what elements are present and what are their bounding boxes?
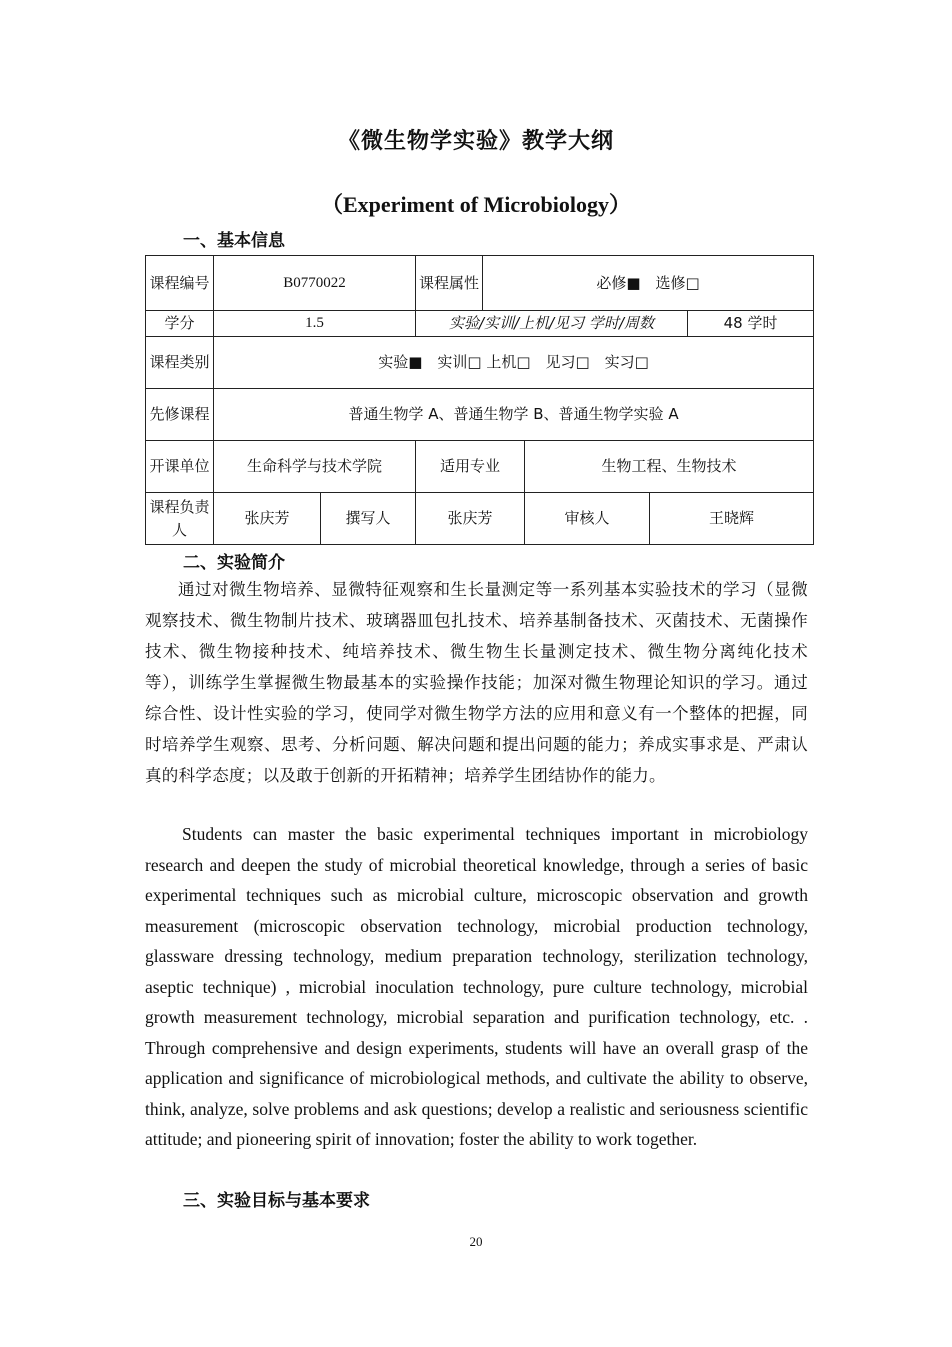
credit-value: 1.5 bbox=[214, 311, 416, 337]
course-attr-label: 课程属性 bbox=[416, 256, 483, 311]
prereq-label: 先修课程 bbox=[146, 389, 214, 441]
table-row bbox=[146, 441, 814, 493]
hours-label: 实验/实训/上机/见习 学时/周数 bbox=[416, 311, 688, 337]
section-heading-intro: 二、实验简介 bbox=[183, 553, 285, 573]
section-heading-goals: 三、实验目标与基本要求 bbox=[183, 1191, 370, 1211]
course-attr-value: 必修■ 选修□ bbox=[483, 256, 814, 311]
prereq-value: 普通生物学 A、普通生物学 B、普通生物学实验 A bbox=[214, 389, 814, 441]
dept-label: 开课单位 bbox=[146, 441, 214, 493]
dept-value: 生命科学与技术学院 bbox=[214, 441, 416, 493]
intro-paragraph-en: Students can master the basic experimental techniques important in microbiology research and deepen the study of microbial theoretical knowledge, through a series of basic experimental techniques such as microbial culture, microscopic observation and growth measurement (microscopic observation technology, microbial production technology, glassware dressing technology, medium preparation technology, sterilization technology, aseptic technique) , microbial inoculation technology, pure culture technology, microbial growth measurement technology, microbial separation and purification technology, etc. . Through comprehensive and design experiments, students will have an overall grasp of the application and significance of microbiological methods, and cultivate the ability to observe, think, analyze, solve problems and ask questions; develop a realistic and seriousness scientific attitude; and pioneering spirit of innovation; foster the ability to work together. bbox=[145, 824, 808, 1149]
major-label: 适用专业 bbox=[416, 441, 525, 493]
course-code-value: B0770022 bbox=[214, 256, 416, 311]
table-row bbox=[146, 311, 814, 337]
owner-value: 张庆芳 bbox=[214, 493, 321, 545]
table-row bbox=[146, 493, 814, 545]
table-row bbox=[146, 256, 814, 311]
intro-paragraph-zh: 通过对微生物培养、显微特征观察和生长量测定等一系列基本实验技术的学习（显微观察技术、微生物制片技术、玻璃器皿包扎技术、培养基制备技术、灭菌技术、无菌操作技术、微生物接种技术、纯培养技术、微生物生长量测定技术、微生物分离纯化技术等），训练学生掌握微生物最基本的实验操作技能；加深对微生物理论知识的学习。通过综合性、设计性实验的学习，使同学对微生物学方法的应用和意义有一个整体的把握，同时培养学生观察、思考、分析问题、解决问题和提出问题的能力；养成实事求是、严肃认真的科学态度；以及敢于创新的开拓精神；培养学生团结协作的能力。 bbox=[145, 580, 808, 785]
writer-label: 撰写人 bbox=[321, 493, 416, 545]
table-row bbox=[146, 337, 814, 389]
reviewer-value: 王晓辉 bbox=[650, 493, 814, 545]
major-value: 生物工程、生物技术 bbox=[525, 441, 814, 493]
page-number: 20 bbox=[469, 1234, 483, 1249]
reviewer-label: 审核人 bbox=[525, 493, 650, 545]
category-value: 实验■ 实训□ 上机□ 见习□ 实习□ bbox=[214, 337, 814, 389]
document-subtitle: （Experiment of Microbiology） bbox=[321, 192, 631, 217]
credit-label: 学分 bbox=[146, 311, 214, 337]
document-title: 《微生物学实验》教学大纲 bbox=[337, 128, 614, 154]
owner-label: 课程负责人 bbox=[146, 493, 214, 545]
writer-value: 张庆芳 bbox=[416, 493, 525, 545]
course-code-label: 课程编号 bbox=[146, 256, 214, 311]
section-heading-basic-info: 一、基本信息 bbox=[183, 231, 285, 251]
course-info-table bbox=[145, 255, 814, 545]
category-label: 课程类别 bbox=[146, 337, 214, 389]
table-row bbox=[146, 389, 814, 441]
hours-value: 48 学时 bbox=[688, 311, 814, 337]
